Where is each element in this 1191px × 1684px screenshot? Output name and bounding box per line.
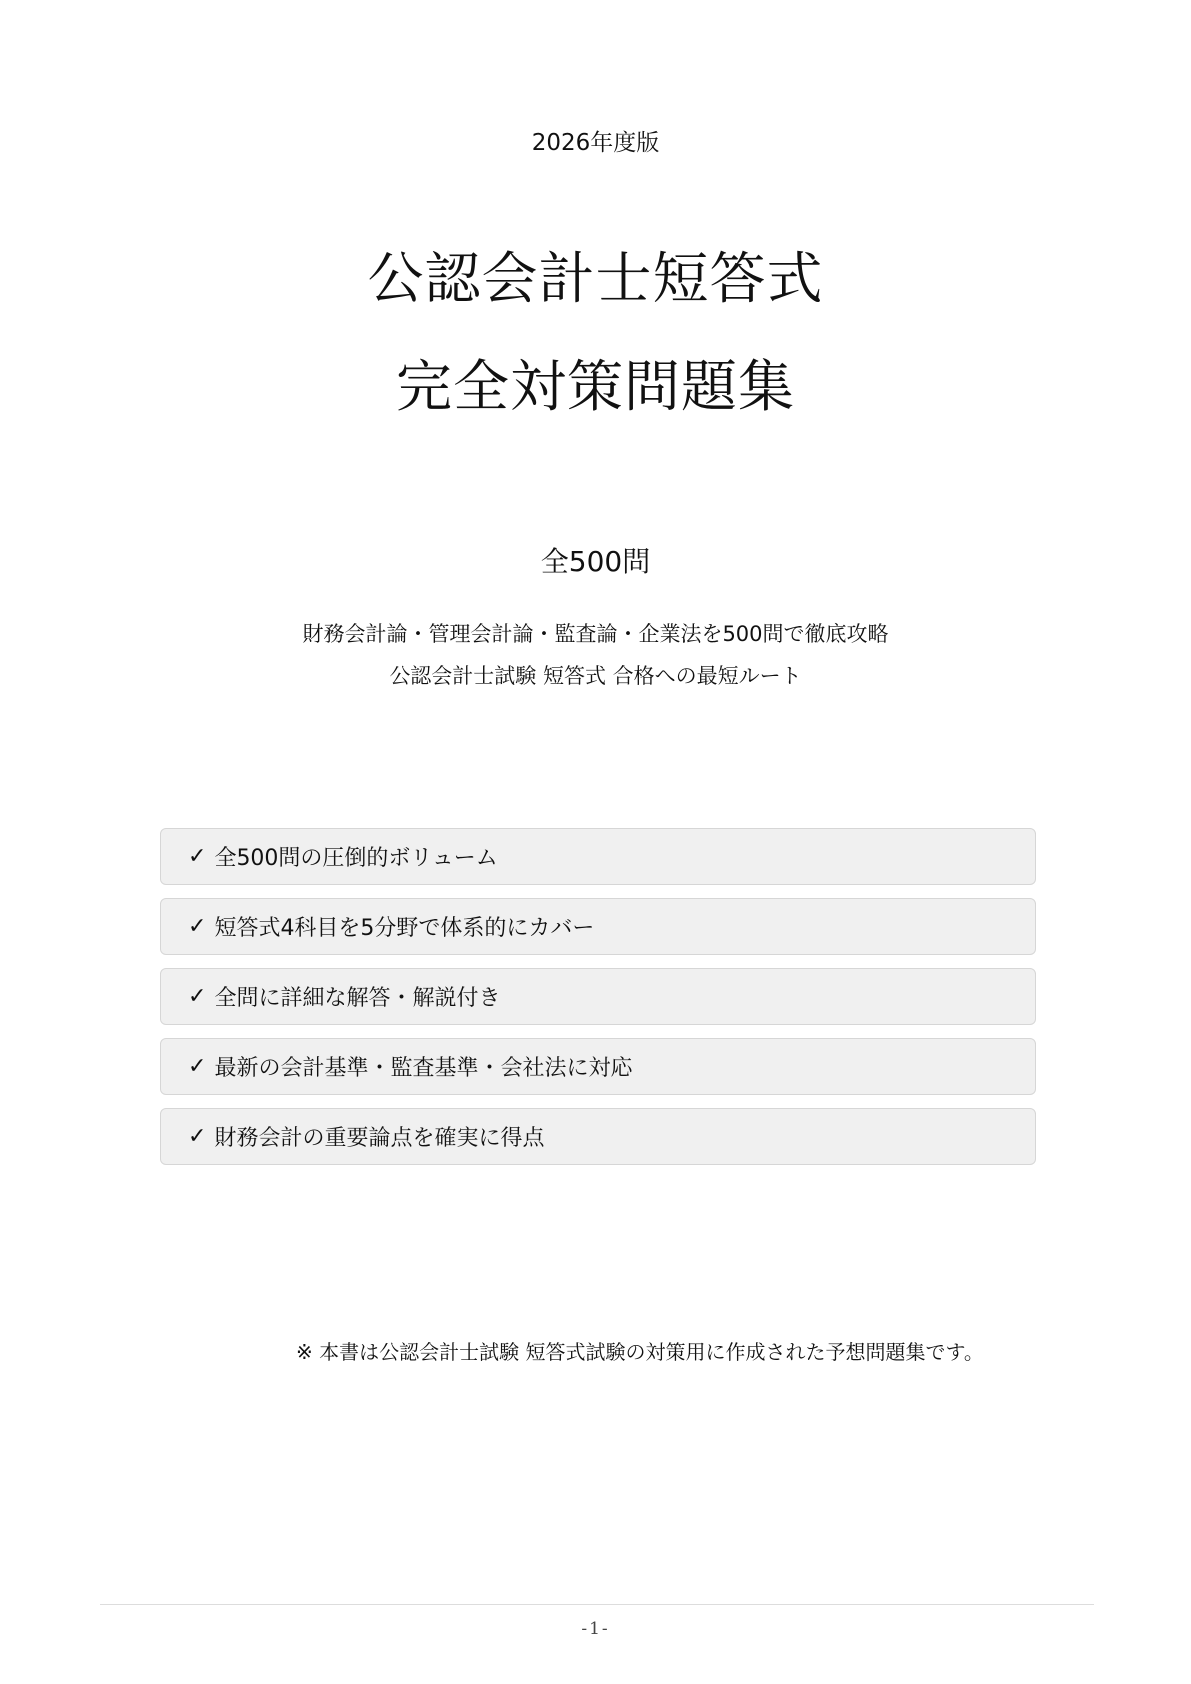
check-icon: ✓: [188, 984, 207, 1009]
feature-item: [160, 1038, 1036, 1095]
footer-divider: [100, 1604, 1094, 1605]
check-icon: ✓: [188, 914, 207, 939]
feature-text: 財務会計の重要論点を確実に得点: [214, 1126, 545, 1151]
feature-item: [160, 898, 1036, 955]
feature-text: 最新の会計基準・監査基準・会社法に対応: [214, 1056, 633, 1081]
check-icon: ✓: [188, 844, 207, 869]
book-title-line-2: 完全対策問題集: [396, 355, 795, 420]
page-number: -1-: [581, 1619, 610, 1639]
edition-label: 2026年度版: [531, 130, 660, 156]
feature-list: [160, 828, 1036, 1178]
disclaimer-note: ※ 本書は公認会計士試験 短答式試験の対策用に作成された予想問題集です。: [296, 1340, 984, 1364]
subtitle-line-1: 財務会計論・管理会計論・監査論・企業法を500問で徹底攻略: [302, 622, 889, 646]
feature-item: [160, 828, 1036, 885]
check-icon: ✓: [188, 1054, 207, 1079]
feature-text: 全問に詳細な解答・解説付き: [214, 986, 501, 1011]
feature-text: 全500問の圧倒的ボリューム: [214, 846, 498, 871]
feature-item: [160, 968, 1036, 1025]
check-icon: ✓: [188, 1124, 207, 1149]
question-count: 全500問: [540, 545, 651, 578]
feature-item: [160, 1108, 1036, 1165]
book-title-line-1: 公認会計士短答式: [367, 247, 824, 312]
subtitle-line-2: 公認会計士試験 短答式 合格への最短ルート: [389, 664, 802, 688]
feature-text: 短答式4科目を5分野で体系的にカバー: [214, 916, 595, 941]
